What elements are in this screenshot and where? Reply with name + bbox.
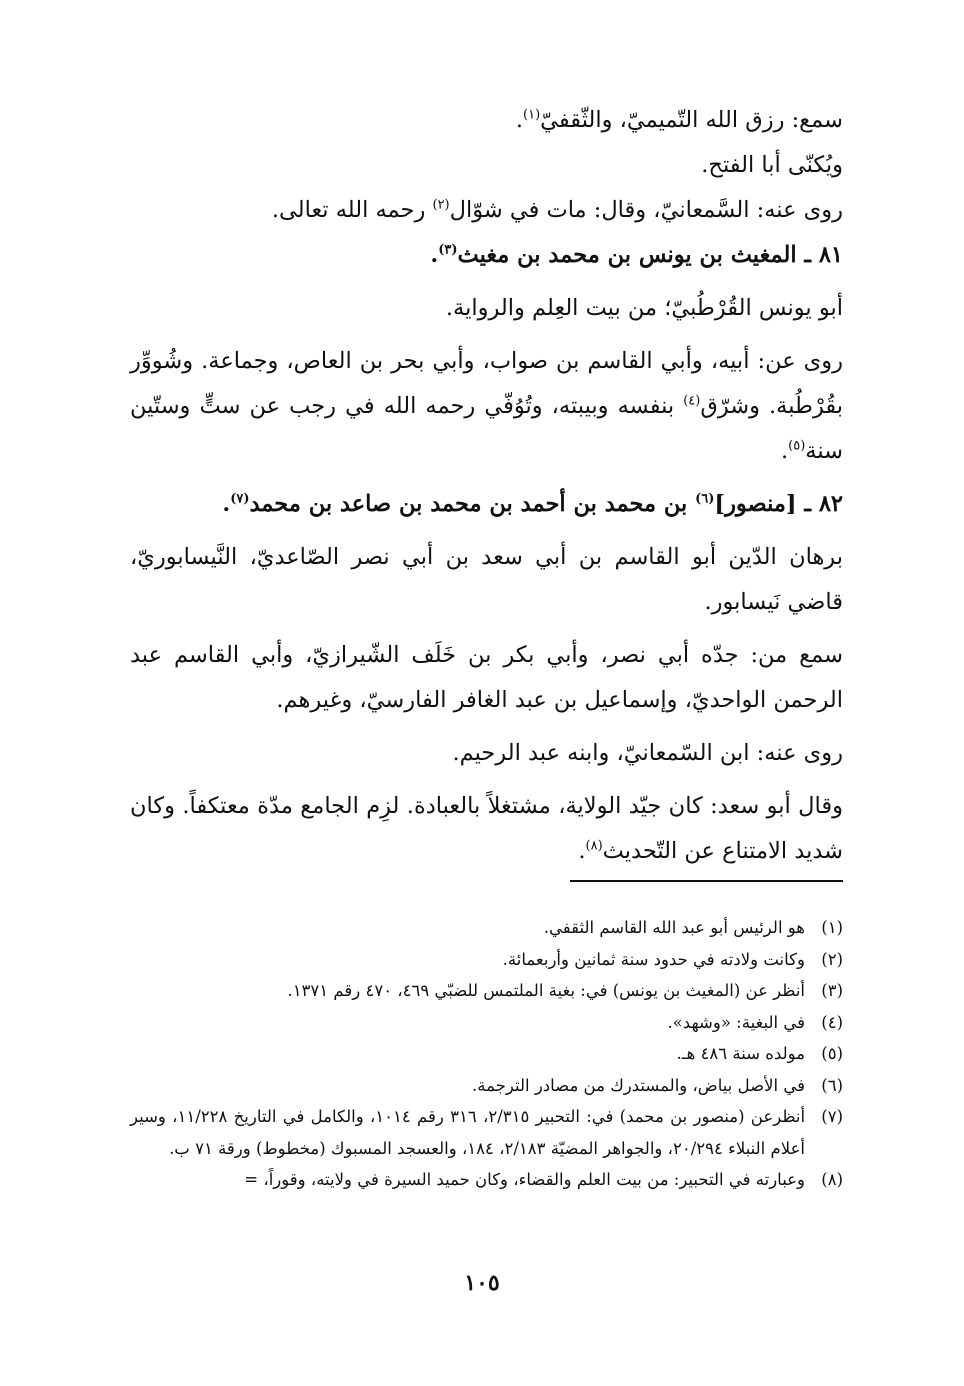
footnote-ref-8: (٨) xyxy=(585,838,603,854)
paragraph-narrated-by-2: روى عنه: ابن السّمعانيّ، وابنه عبد الرحيم. xyxy=(452,740,843,766)
paragraph-kunya: ويُكنّى أبا الفتح. xyxy=(701,152,843,178)
footnote-separator xyxy=(570,880,843,882)
paragraph-heard-from: سمع: رزق الله التّميميّ، والثّقفيّ$^{(١)}$. xyxy=(515,107,843,133)
footnote-item: (١) هو الرئيس أبو عبد الله القاسم الثقفي. xyxy=(543,918,843,937)
footnote-item: (٥) مولده سنة ٤٨٦ هـ. xyxy=(676,1044,843,1063)
footnote-item: (٦) في الأصل بياض، والمستدرك من مصادر الترجمة. xyxy=(472,1075,843,1095)
main-text xyxy=(130,98,843,874)
paragraph-qurtubi: أبو يونس القُرْطُبيّ؛ من بيت العِلم والرواية. xyxy=(445,295,843,321)
paragraph-heard-from-2: سمع من: جدّه أبي نصر، وأبي بكر بن خَلَف الشّيرازيّ، وأبي القاسم عبد الرحمن الواحديّ، وإسماعيل بن عبد الغافر الفارسيّ، وغيرهم. xyxy=(130,642,843,713)
footnote-item: (٢) وكانت ولادته في حدود سنة ثمانين وأربعمائة. xyxy=(502,949,843,969)
footnote-item: (٨) وعبارته في التحبير: من بيت العلم والقضاء، وكان حميد السيرة في ولايته، وقوراً، = xyxy=(244,1170,843,1189)
footnotes xyxy=(130,912,843,1196)
footnote-ref-4: (٤) xyxy=(683,393,701,409)
page-number: ١٠٥ xyxy=(464,1270,500,1296)
footnote-ref-6: (٦) xyxy=(695,491,715,507)
paragraph-narrated-by: روى عنه: السَّمعانيّ، وقال: مات في شوّال$^{(٢)}$ رحمه الله تعالى. xyxy=(271,197,843,223)
paragraph-narrated-from: روى عن: أبيه، وأبي القاسم بن صواب، وأبي بحر بن العاص، وجماعة. وشُووِّر بقُرْطُبة. وشرّق$^{(٤)}$ بنفسه وبيبته، وتُوُفّي رحمه الله في رجب عن ستٍّ وستّين سنة$^{(٥)}$. xyxy=(130,348,843,464)
entry-heading-82: ٨٢ ـ [منصور]$^{(٦)}$ بن محمد بن أحمد بن محمد بن صاعد بن محمد$^{(٧)}$. xyxy=(222,491,843,517)
footnote-item: (٣) أنظر عن (المغيث بن يونس) في: بغية الملتمس للضبّي ٤٦٩، ٤٧٠ رقم ١٣٧١. xyxy=(287,981,843,1000)
paragraph-abu-saad: وقال أبو سعد: كان جيّد الولاية، مشتغلاً بالعبادة. لزِم الجامع مدّة معتكفاً. وكان شديد الامتناع عن التّحديث$^{(٨)}$. xyxy=(130,793,843,864)
paragraph-burhan: برهان الدّين أبو القاسم بن أبي سعد بن أبي نصر الصّاعديّ، النَّيسابوريّ، قاضي نَيسابور. xyxy=(130,544,843,615)
footnote-ref-7: (٧) xyxy=(230,491,250,507)
footnote-ref-5: (٥) xyxy=(788,438,806,454)
footnote-ref-3: (٣) xyxy=(438,242,458,258)
footnote-ref-1: (١) xyxy=(523,107,541,123)
footnote-item: (٧) أنظرعن (منصور بن محمد) في: التحبير ٢/٣١٥، ٣١٦ رقم ١٠١٤، والكامل في التاريخ ١١/٢٢٨، وسير أعلام النبلاء ٢٠/٢٩٤، والجواهر المضيّة ٢/١٨٣، ١٨٤، والعسجد المسبوك (مخطوط) ورقة ٧١ ب. xyxy=(130,1107,843,1158)
entry-heading-81: ٨١ ـ المغيث بن يونس بن محمد بن مغيث$^{(٣)}$. xyxy=(430,242,843,268)
footnote-item: (٤) في البغية: «وشهد». xyxy=(667,1012,843,1032)
footnote-ref-2: (٢) xyxy=(432,197,450,213)
